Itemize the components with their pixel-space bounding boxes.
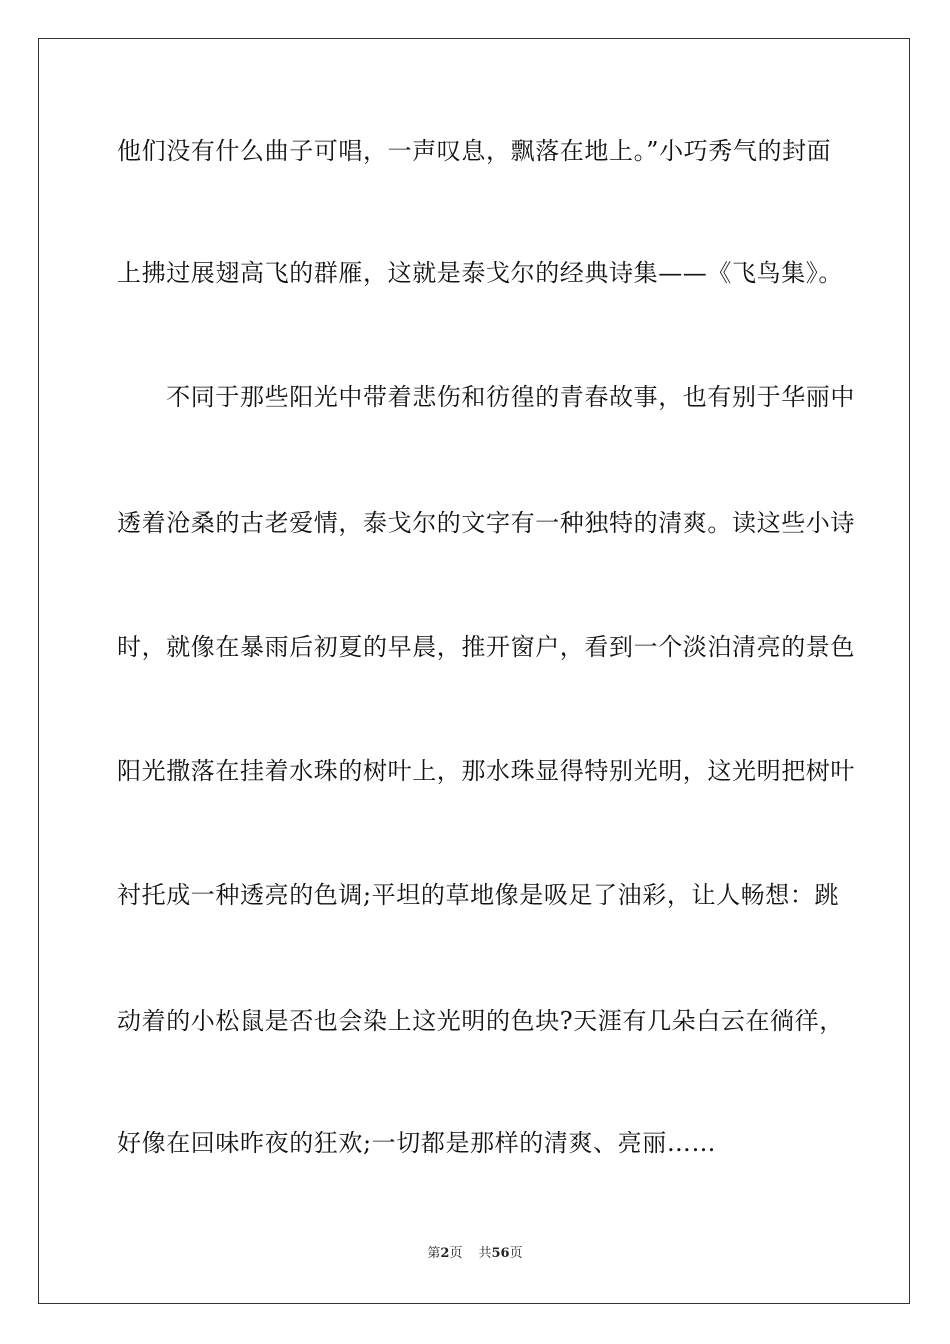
body-text-line-7: 衬托成一种透亮的色调;平坦的草地像是吸足了油彩，让人畅想：跳 xyxy=(117,881,840,909)
body-text-line-5: 时，就像在暴雨后初夏的早晨，推开窗户，看到一个淡泊清亮的景色 xyxy=(117,633,855,661)
page-prefix: 第 xyxy=(427,1246,441,1261)
body-text-line-1: 他们没有什么曲子可唱，一声叹息，飘落在地上。”小巧秀气的封面 xyxy=(117,137,832,165)
page-suffix: 页 xyxy=(449,1246,463,1261)
body-text-line-9: 好像在回味昨夜的狂欢;一切都是那样的清爽、亮丽…… xyxy=(117,1129,717,1157)
total-suffix: 页 xyxy=(509,1246,523,1261)
body-text-line-8: 动着的小松鼠是否也会染上这光明的色块?天涯有几朵白云在徜徉， xyxy=(117,1007,844,1035)
body-text-line-4: 透着沧桑的古老爱情，泰戈尔的文字有一种独特的清爽。读这些小诗 xyxy=(117,509,855,537)
body-text-line-3: 不同于那些阳光中带着悲伤和彷徨的青春故事，也有别于华丽中 xyxy=(117,383,855,411)
body-text-line-6: 阳光撒落在挂着水珠的树叶上，那水珠显得特别光明，这光明把树叶 xyxy=(117,757,855,785)
page-border xyxy=(38,38,910,1304)
body-text-line-2: 上拂过展翅高飞的群雁，这就是泰戈尔的经典诗集——《飞鸟集》。 xyxy=(117,259,843,287)
page-footer xyxy=(0,1246,950,1262)
total-prefix: 共 xyxy=(478,1246,492,1261)
page-number: 2 xyxy=(440,1246,450,1261)
total-pages: 56 xyxy=(491,1246,510,1261)
